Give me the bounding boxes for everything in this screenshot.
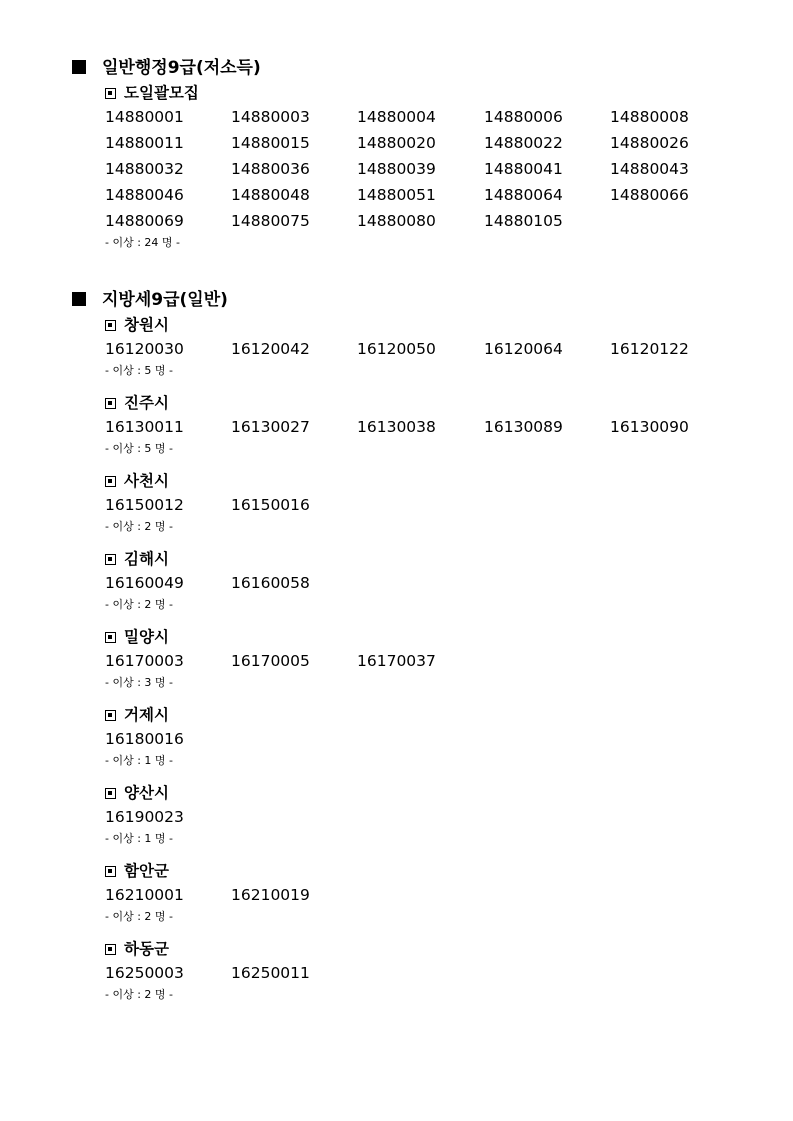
applicant-number: 14880043 [610,160,689,178]
applicant-number: 14880003 [231,108,310,126]
group-title-text: 밀양시 [124,628,169,646]
applicant-number: 16210019 [231,886,310,904]
applicant-number: 14880048 [231,186,310,204]
group-count-summary: - 이상 : 2 명 - [105,598,174,611]
group-title-text: 거제시 [124,706,169,724]
boxed-square-icon [105,398,116,409]
group-title-text: 창원시 [124,316,169,334]
applicant-number: 14880022 [484,134,563,152]
applicant-number: 16160049 [105,574,184,592]
applicant-number: 14880051 [357,186,436,204]
applicant-number: 16130090 [610,418,689,436]
group-count-summary: - 이상 : 5 명 - [105,442,174,455]
applicant-number: 16170037 [357,652,436,670]
number-row [105,729,765,749]
applicant-number: 16120030 [105,340,184,358]
applicant-number: 16130038 [357,418,436,436]
boxed-square-icon [105,88,116,99]
number-row [105,185,765,205]
group-title [105,705,169,725]
number-row [105,807,765,827]
applicant-number: 14880015 [231,134,310,152]
group-count-summary: - 이상 : 2 명 - [105,988,174,1001]
group-title [105,627,169,647]
applicant-number: 16170005 [231,652,310,670]
applicant-number: 16120064 [484,340,563,358]
group-count-summary: - 이상 : 5 명 - [105,364,174,377]
group-count-summary: - 이상 : 3 명 - [105,676,174,689]
group-title-text: 진주시 [124,394,169,412]
group-title [105,315,169,335]
applicant-number: 14880006 [484,108,563,126]
section-title [72,289,228,311]
section-title [72,57,261,79]
applicant-number: 14880008 [610,108,689,126]
number-row [105,885,765,905]
number-row [105,107,765,127]
group-title-text: 도일괄모집 [124,84,199,102]
group-title [105,783,169,803]
group-title-text: 하동군 [124,940,169,958]
applicant-number: 14880036 [231,160,310,178]
group-title-text: 함안군 [124,862,169,880]
applicant-number: 14880105 [484,212,563,230]
group-count-summary: - 이상 : 24 명 - [105,236,181,249]
applicant-number: 16170003 [105,652,184,670]
section-title-text: 지방세9급(일반) [102,290,228,310]
applicant-number: 14880032 [105,160,184,178]
applicant-number: 14880041 [484,160,563,178]
number-row [105,211,765,231]
applicant-number: 14880064 [484,186,563,204]
group-count-summary: - 이상 : 1 명 - [105,754,174,767]
group-count-summary: - 이상 : 2 명 - [105,520,174,533]
applicant-number: 14880080 [357,212,436,230]
applicant-number: 14880046 [105,186,184,204]
applicant-number: 14880004 [357,108,436,126]
group-count-summary: - 이상 : 1 명 - [105,832,174,845]
group-title [105,861,169,881]
number-row [105,963,765,983]
group-title-text: 김해시 [124,550,169,568]
applicant-number: 16160058 [231,574,310,592]
number-row [105,417,765,437]
boxed-square-icon [105,476,116,487]
applicant-number: 16130027 [231,418,310,436]
applicant-number: 16250003 [105,964,184,982]
group-title [105,939,169,959]
applicant-number: 16120050 [357,340,436,358]
applicant-number: 16250011 [231,964,310,982]
boxed-square-icon [105,788,116,799]
group-title [105,549,169,569]
number-row [105,133,765,153]
applicant-number: 14880011 [105,134,184,152]
applicant-number: 14880069 [105,212,184,230]
group-title [105,393,169,413]
number-row [105,339,765,359]
applicant-number: 14880039 [357,160,436,178]
number-row [105,573,765,593]
applicant-number: 14880066 [610,186,689,204]
boxed-square-icon [105,944,116,955]
applicant-number: 16190023 [105,808,184,826]
applicant-number: 16180016 [105,730,184,748]
group-count-summary: - 이상 : 2 명 - [105,910,174,923]
applicant-number: 14880026 [610,134,689,152]
group-title-text: 양산시 [124,784,169,802]
applicant-number: 16120122 [610,340,689,358]
boxed-square-icon [105,710,116,721]
group-title [105,83,199,103]
applicant-number: 16120042 [231,340,310,358]
applicant-number: 14880020 [357,134,436,152]
boxed-square-icon [105,632,116,643]
applicant-number: 16150016 [231,496,310,514]
boxed-square-icon [105,866,116,877]
section-title-text: 일반행정9급(저소득) [102,58,261,78]
number-row [105,495,765,515]
number-row [105,159,765,179]
applicant-number: 16130089 [484,418,563,436]
applicant-number: 14880075 [231,212,310,230]
filled-square-icon [72,60,86,74]
group-title-text: 사천시 [124,472,169,490]
applicant-number: 16130011 [105,418,184,436]
boxed-square-icon [105,554,116,565]
applicant-number: 16150012 [105,496,184,514]
number-row [105,651,765,671]
group-title [105,471,169,491]
applicant-number: 16210001 [105,886,184,904]
boxed-square-icon [105,320,116,331]
applicant-number: 14880001 [105,108,184,126]
filled-square-icon [72,292,86,306]
